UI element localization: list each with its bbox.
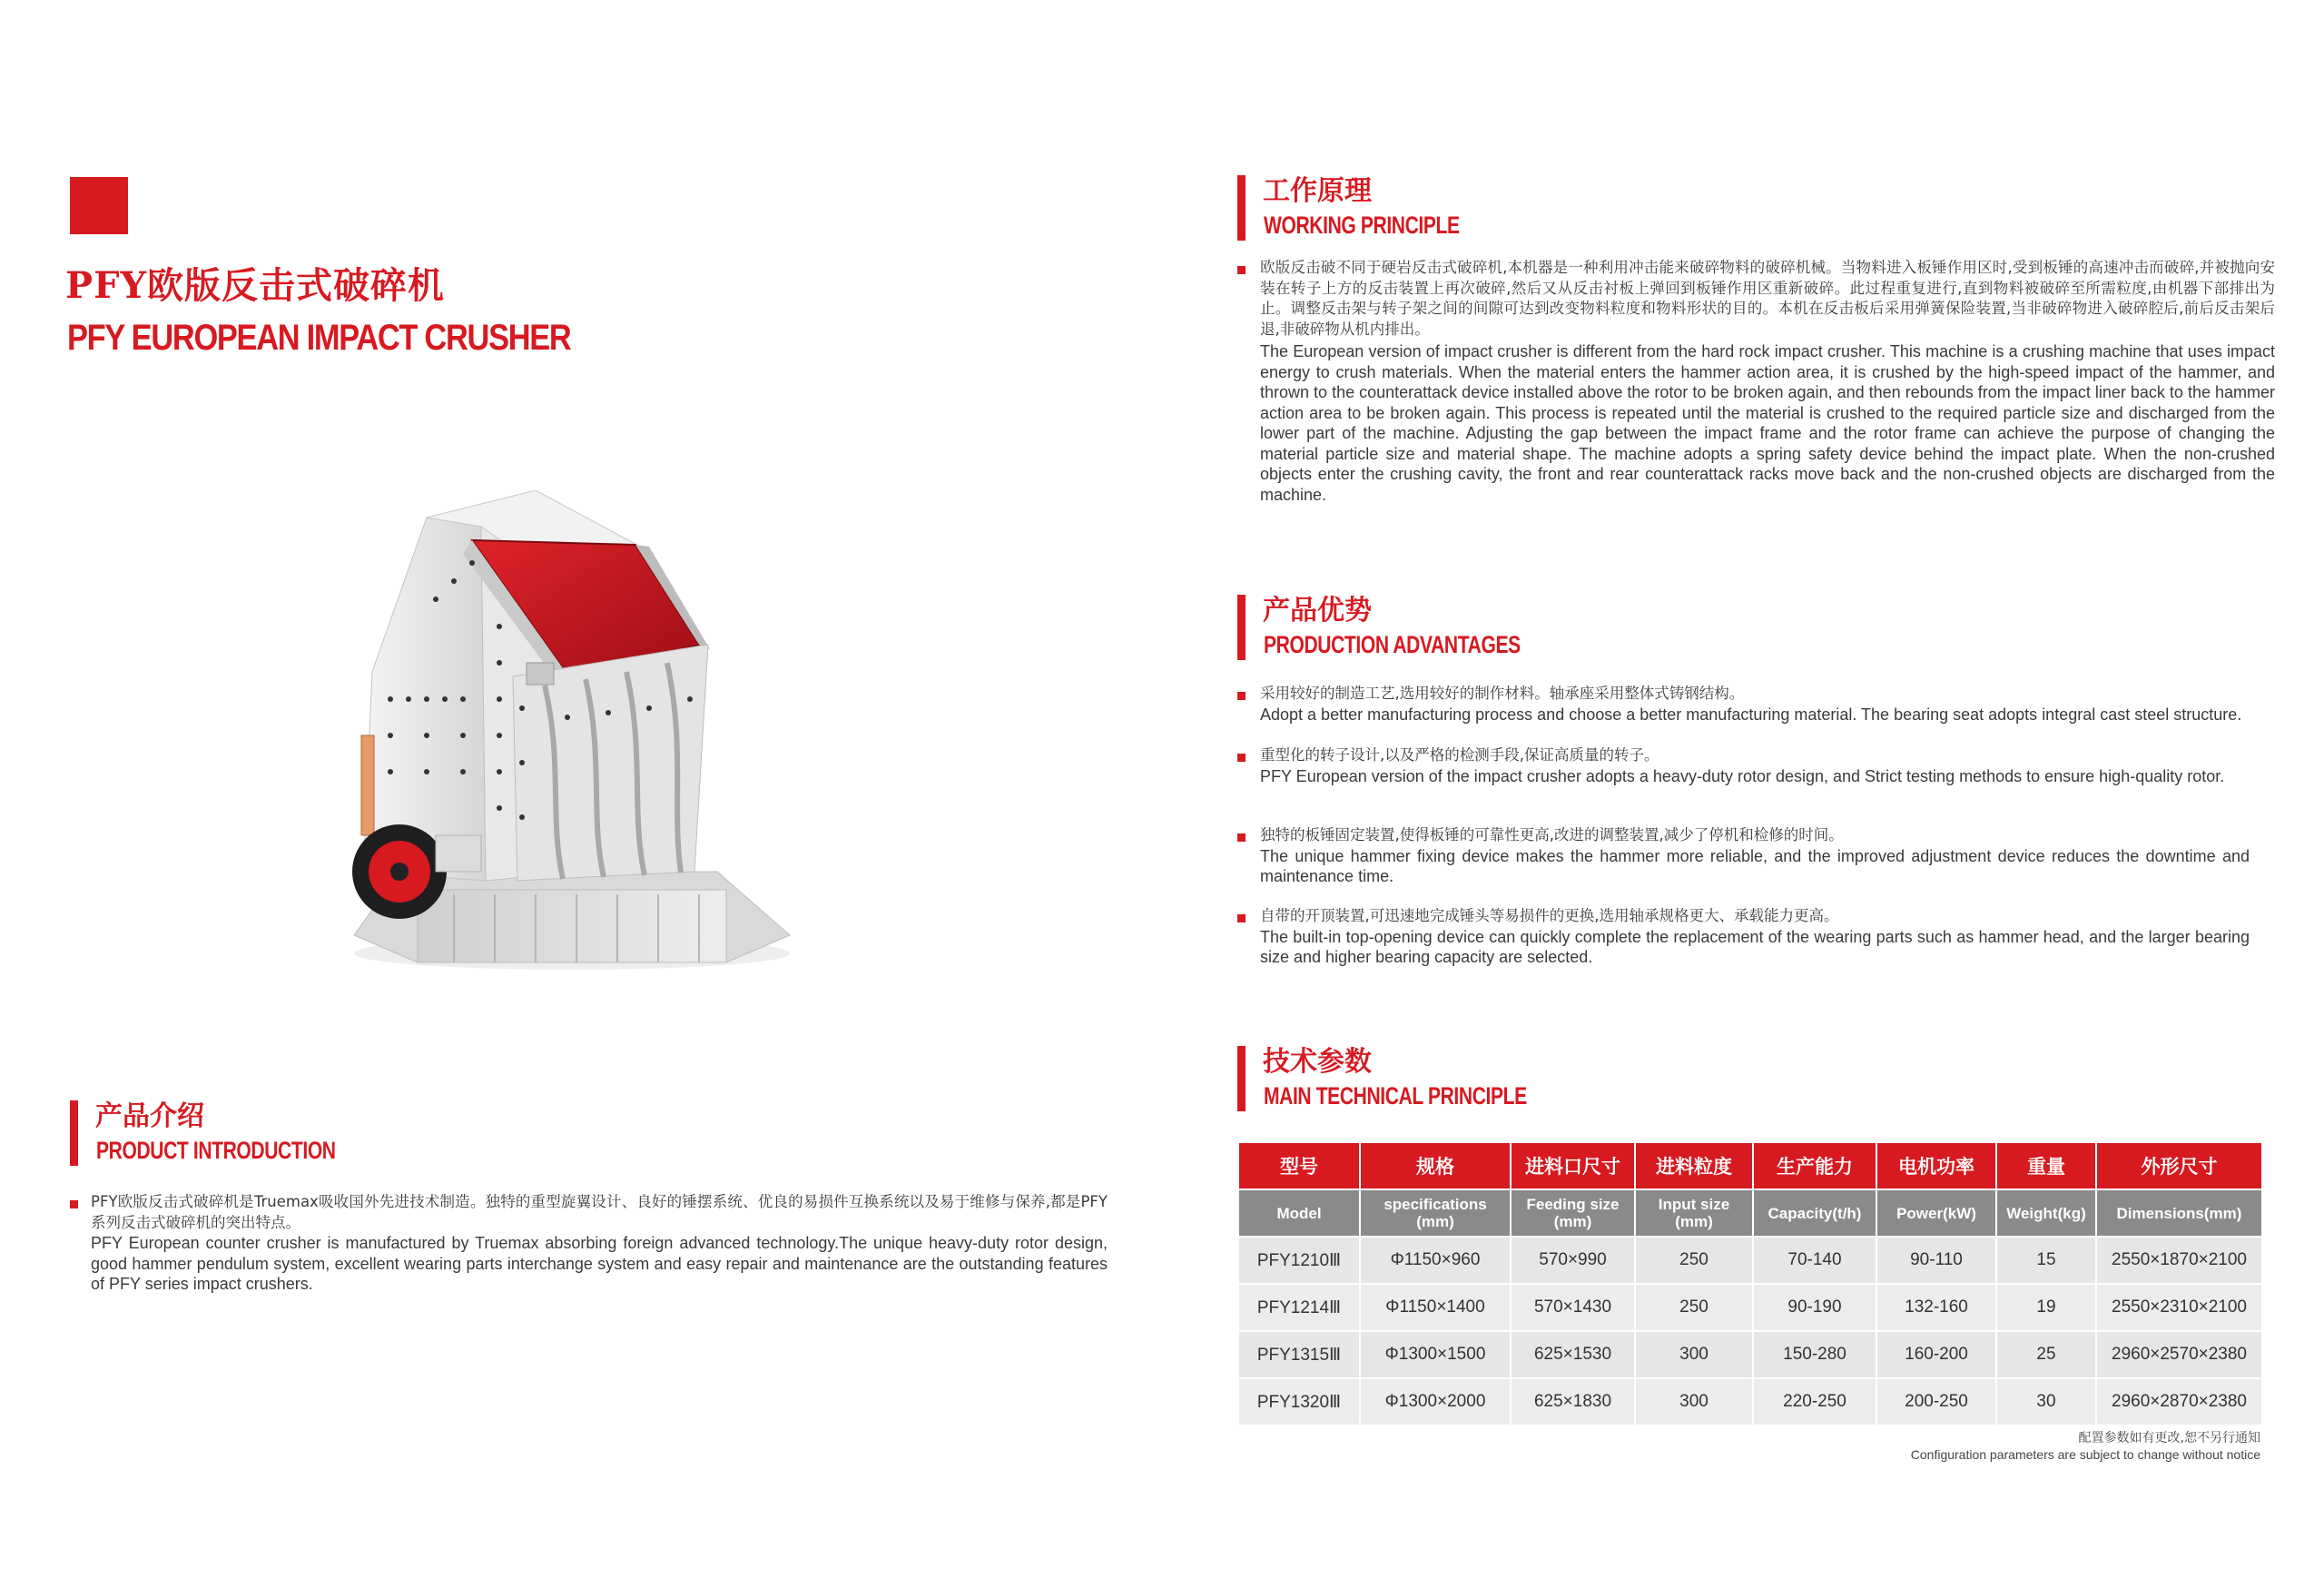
table-cell: 30 [1996, 1378, 2096, 1425]
section-heading-en: MAIN TECHNICAL PRINCIPLE [1264, 1082, 1527, 1110]
table-note-cn: 配置参数如有更改,恕不另行通知 [2078, 1431, 2260, 1445]
table-header-cell: 型号 [1238, 1142, 1360, 1189]
table-cell: 200-250 [1876, 1378, 1996, 1425]
intro-text-cn: PFY欧版反击式破碎机是Truemax吸收国外先进技术制造。独特的重型旋翼设计、良好的锤摆系统、优良的易损件互换系统以及易于维修与保养,都是PFY系列反击式破碎机的突出特点。 [91, 1193, 1108, 1231]
working-text-en: The European version of impact crusher is different from the hard rock impact crusher. This machine is a crushing machine that uses impact energy to crush materials. When the material enters the hammer action area, it is crushed by the high-speed impact of the hammer, and thrown to the counterattack device installed above the rotor to be broken again, and then rebounds from the impact liner back to the hammer action area to be broken again. This process is repeated until the material is crushed to the required particle size and discharged from the lower part of the machine. Adjusting the gap between the impact frame and the rotor frame can achieve the purpose of changing the material particle size and material shape. The machine adopts a spring safety device behind the impact plate. When the non-crushed objects enter the crushing cavity, the front and rear counterattack racks move back and the non-crushed objects are discharged from the machine. [1260, 342, 2275, 504]
product-title-cn: PFY欧版反击式破碎机 [65, 264, 446, 307]
table-cell: 2550×2310×2100 [2096, 1284, 2262, 1331]
table-cell: PFY1210Ⅲ [1238, 1237, 1360, 1284]
table-header-cell: Dimensions(mm) [2096, 1189, 2262, 1237]
table-cell: Φ1300×2000 [1360, 1378, 1511, 1425]
section-heading-cn: 技术参数 [1263, 1046, 1372, 1078]
advantage-text-en: PFY European version of the impact crusher adopts a heavy-duty rotor design, and Strict testing methods to ensure high-quality rotor. [1260, 766, 2225, 785]
table-header-cell: 生产能力 [1753, 1142, 1876, 1189]
section-heading-cn: 产品介绍 [95, 1100, 204, 1132]
table-cell: 570×1430 [1511, 1284, 1635, 1331]
table-row [1238, 1237, 2262, 1284]
table-cell: 300 [1635, 1331, 1753, 1378]
table-cell: PFY1315Ⅲ [1238, 1331, 1360, 1378]
product-title-en: PFY EUROPEAN IMPACT CRUSHER [67, 318, 571, 358]
impact-crusher-illustration [336, 490, 808, 981]
section-heading-en: PRODUCT INTRODUCTION [96, 1137, 336, 1164]
table-cell: 625×1830 [1511, 1378, 1635, 1425]
table-cell: 2960×2570×2380 [2096, 1331, 2262, 1378]
table-header-cell: Feeding size (mm) [1511, 1189, 1635, 1237]
table-cell: PFY1214Ⅲ [1238, 1284, 1360, 1331]
section-heading-en: WORKING PRINCIPLE [1264, 212, 1460, 239]
table-cell: PFY1320Ⅲ [1238, 1378, 1360, 1425]
table-cell: 150-280 [1753, 1331, 1876, 1378]
table-cell: 90-110 [1876, 1237, 1996, 1284]
working-text-cn: 欧版反击破不同于硬岩反击式破碎机,本机器是一种利用冲击能来破碎物料的破碎机械。当物料进入板锤作用区时,受到板锤的高速冲击而破碎,并被抛向安装在转子上方的反击装置上再次破碎,然后又从反击衬板上弹回到板锤作用区重新破碎。此过程重复进行,直到物料被破碎至所需粒度,由机器下部排出为止。调整反击架与转子架之间的间隙可达到改变物料粒度和物料形状的目的。本机在反击板后采用弹簧保险装置,当非破碎物进入破碎腔后,前后反击架后退,非破碎物从机内排出。 [1260, 259, 2275, 338]
table-header-cell: specifications (mm) [1360, 1189, 1511, 1237]
table-cell: 25 [1996, 1331, 2096, 1378]
table-header-cell: 规格 [1360, 1142, 1511, 1189]
table-header-cell: Model [1238, 1189, 1360, 1237]
table-row [1238, 1378, 2262, 1425]
table-cell: Φ1150×1400 [1360, 1284, 1511, 1331]
table-row [1238, 1331, 2262, 1378]
advantage-item [1260, 825, 2250, 887]
table-header-cell: Capacity(t/h) [1753, 1189, 1876, 1237]
working-paragraph [1260, 258, 2275, 505]
bullet-icon [1237, 833, 1246, 842]
advantage-text-en: The built-in top-opening device can quickly complete the replacement of the wearing parts such as hammer head, and the larger bearing size and higher bearing capacity are selected. [1260, 927, 2250, 966]
table-header-cell: 进料口尺寸 [1511, 1142, 1635, 1189]
advantage-text-en: The unique hammer fixing device makes the hammer more reliable, and the improved adjustment device reduces the downtime and maintenance time. [1260, 846, 2250, 885]
bullet-icon [1237, 266, 1246, 274]
intro-paragraph [91, 1192, 1108, 1295]
table-cell: 300 [1635, 1378, 1753, 1425]
bullet-icon [1237, 914, 1246, 922]
table-note-en: Configuration parameters are subject to change without notice [1910, 1447, 2260, 1462]
section-heading-en: PRODUCTION ADVANTAGES [1264, 631, 1521, 658]
advantage-text-cn: 自带的开顶装置,可迅速地完成锤头等易损件的更换,选用轴承规格更大、承载能力更高。 [1260, 907, 1839, 924]
intro-text-en: PFY European counter crusher is manufactured by Truemax absorbing foreign advanced technology.The unique heavy-duty rotor design, good hammer pendulum system, excellent wearing parts interchange system and easy repair and maintenance are the outstanding features of PFY series impact crushers. [91, 1234, 1108, 1293]
table-cell: 15 [1996, 1237, 2096, 1284]
advantage-text-cn: 独特的板锤固定装置,使得板锤的可靠性更高,改进的调整装置,减少了停机和检修的时间。 [1260, 826, 1844, 843]
bullet-icon [70, 1200, 78, 1208]
table-header-row-cn [1238, 1142, 2262, 1189]
table-header-cell: 进料粒度 [1635, 1142, 1753, 1189]
section-heading-cn: 工作原理 [1263, 175, 1372, 207]
table-header-cell: Weight(kg) [1996, 1189, 2096, 1237]
table-cell: 90-190 [1753, 1284, 1876, 1331]
table-cell: 250 [1635, 1284, 1753, 1331]
table-row [1238, 1284, 2262, 1331]
technical-spec-table [1237, 1141, 2263, 1426]
table-header-cell: 电机功率 [1876, 1142, 1996, 1189]
table-cell: 19 [1996, 1284, 2096, 1331]
section-marker [1237, 595, 1246, 660]
table-cell: 70-140 [1753, 1237, 1876, 1284]
table-header-cell: Power(kW) [1876, 1189, 1996, 1237]
advantage-item [1260, 684, 2250, 725]
table-header-row-en [1238, 1189, 2262, 1237]
table-cell: 2550×1870×2100 [2096, 1237, 2262, 1284]
table-cell: 220-250 [1753, 1378, 1876, 1425]
advantage-text-en: Adopt a better manufacturing process and choose a better manufacturing material. The bearing seat adopts integral cast steel structure. [1260, 705, 2242, 724]
advantage-text-cn: 重型化的转子设计,以及严格的检测手段,保证高质量的转子。 [1260, 746, 1659, 764]
table-header-cell: Input size (mm) [1635, 1189, 1753, 1237]
advantage-item [1260, 745, 2250, 786]
table-cell: Φ1300×1500 [1360, 1331, 1511, 1378]
table-header-cell: 外形尺寸 [2096, 1142, 2262, 1189]
table-cell: 250 [1635, 1237, 1753, 1284]
table-cell: Φ1150×960 [1360, 1237, 1511, 1284]
section-marker [70, 1100, 78, 1166]
section-marker [1237, 175, 1246, 241]
section-marker [1237, 1046, 1246, 1111]
table-cell: 132-160 [1876, 1284, 1996, 1331]
table-cell: 570×990 [1511, 1237, 1635, 1284]
advantage-text-cn: 采用较好的制造工艺,选用较好的制作材料。轴承座采用整体式铸钢结构。 [1260, 685, 1745, 702]
bullet-icon [1237, 754, 1246, 762]
bullet-icon [1237, 692, 1246, 700]
brand-logo-block [70, 177, 128, 234]
table-cell: 625×1530 [1511, 1331, 1635, 1378]
advantage-item [1260, 906, 2250, 968]
table-header-cell: 重量 [1996, 1142, 2096, 1189]
section-heading-cn: 产品优势 [1263, 595, 1372, 626]
table-cell: 2960×2870×2380 [2096, 1378, 2262, 1425]
table-cell: 160-200 [1876, 1331, 1996, 1378]
